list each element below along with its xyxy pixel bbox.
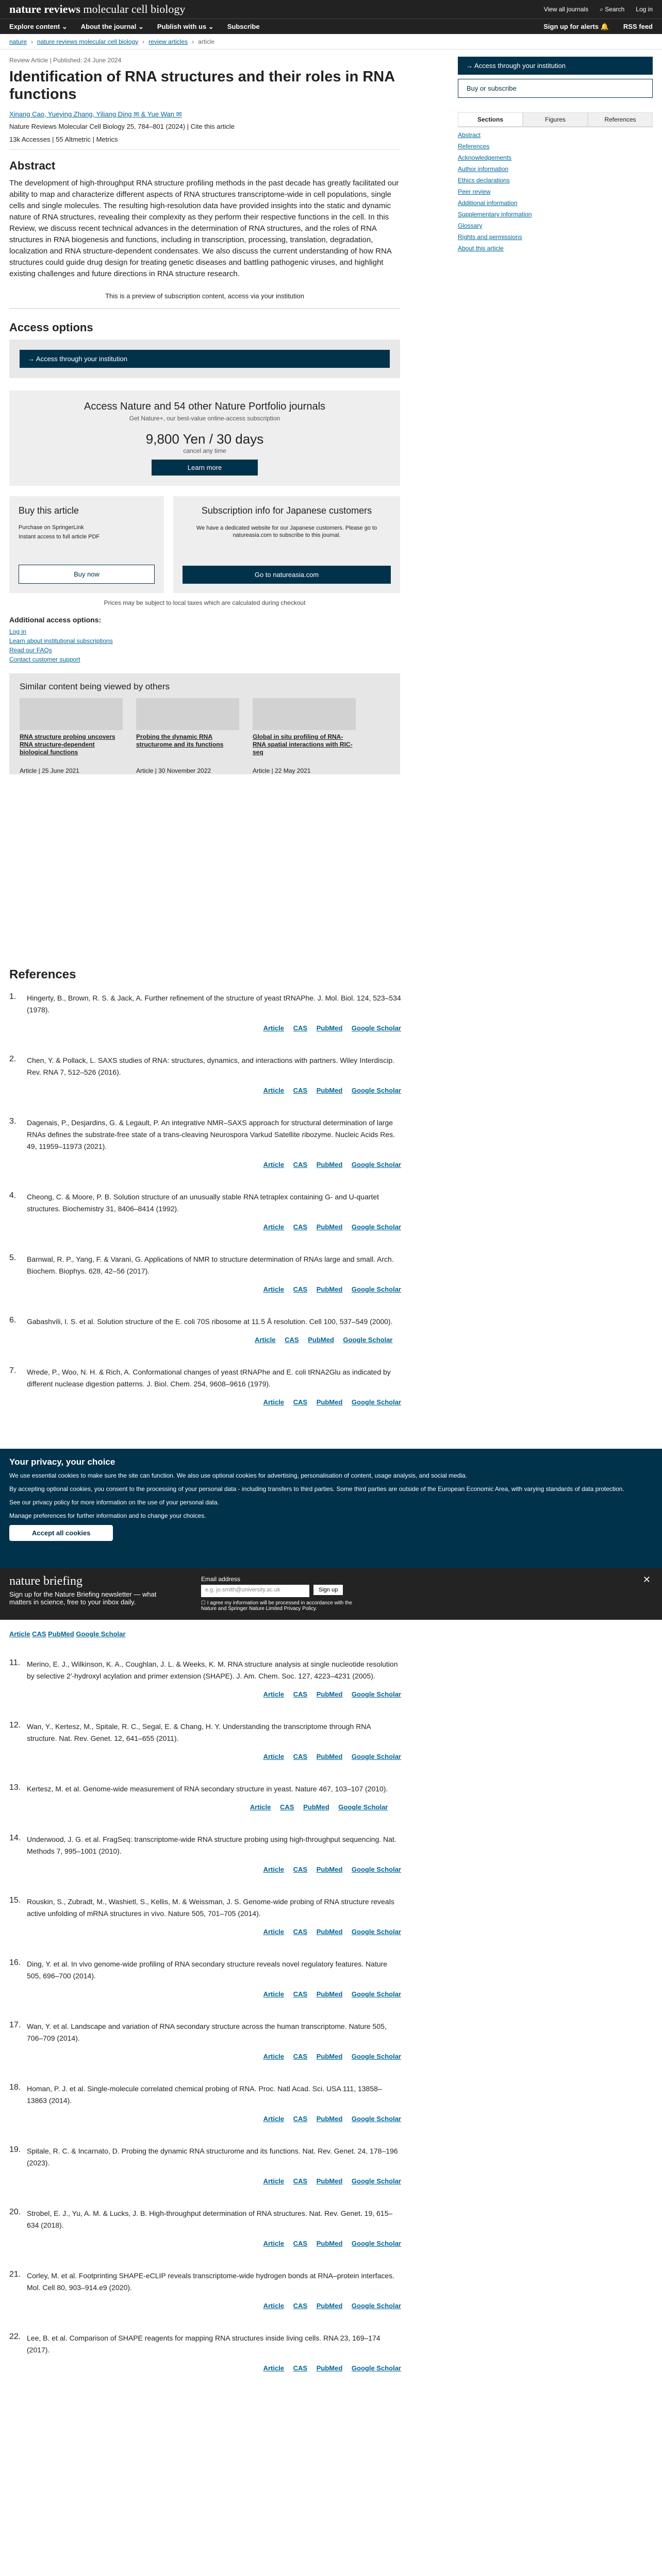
google-scholar-link[interactable]: Google Scholar: [351, 1161, 401, 1168]
article-link[interactable]: Article: [263, 1866, 285, 1873]
google-scholar-link[interactable]: Google Scholar: [351, 1285, 401, 1293]
briefing-banner: [0, 1568, 662, 1620]
reference-text: Strobel, E. J., Yu, A. M. & Lucks, J. B. High-throughput determination of RNA structures. Nat. Rev. Genet. 19, 615–634 (2018).: [27, 2209, 393, 2229]
article-link[interactable]: Article: [263, 1223, 285, 1231]
reference-links: [27, 2362, 401, 2374]
google-scholar-link[interactable]: Google Scholar: [351, 1990, 401, 1998]
journal-citation: Nature Reviews Molecular Cell Biology 25, 784–801 (2024) | Cite this article: [9, 123, 235, 130]
google-scholar-link[interactable]: Google Scholar: [351, 2115, 401, 2123]
reference-number: 16.: [9, 1958, 21, 1967]
article-link[interactable]: Article: [263, 1161, 285, 1168]
cas-link[interactable]: CAS: [293, 1928, 308, 1936]
reference-number: 20.: [9, 2208, 21, 2216]
similar-content: [9, 673, 400, 774]
natureasia-button[interactable]: Go to natureasia.com: [183, 566, 391, 584]
article-metrics: 13k Accesses | 55 Altmetric | Metrics: [9, 135, 400, 150]
google-scholar-link[interactable]: Google Scholar: [351, 1690, 401, 1698]
reference-item: [9, 1721, 401, 1762]
pubmed-link[interactable]: PubMed: [316, 2302, 343, 2310]
google-scholar-link[interactable]: Google Scholar: [351, 1087, 401, 1094]
pubmed-link[interactable]: PubMed: [308, 1336, 334, 1344]
close-icon[interactable]: ✕: [642, 1574, 651, 1585]
nature-plus-box: [9, 391, 400, 486]
section-link[interactable]: Ethics declarations: [458, 177, 510, 184]
accept-cookies-button[interactable]: Accept all cookies: [9, 1525, 113, 1541]
google-scholar-link[interactable]: Google Scholar: [343, 1336, 393, 1344]
crumb-2[interactable]: nature reviews molecular cell biology: [37, 38, 139, 45]
abstract-heading: Abstract: [9, 159, 56, 172]
pubmed-link[interactable]: PubMed: [316, 1087, 343, 1094]
section-link[interactable]: Rights and permissions: [458, 233, 522, 241]
reference-links: [27, 1084, 401, 1096]
cas-link[interactable]: CAS: [293, 2053, 308, 2060]
google-scholar-link[interactable]: Google Scholar: [351, 2177, 401, 2185]
article-title: Identification of RNA structures and their roles in RNA functions: [9, 69, 395, 103]
similar-card[interactable]: Global in situ profiling of RNA-RNA spatial interactions with RIC-seq Article | 22 May 2021: [253, 698, 356, 774]
buy-article-box: [9, 496, 164, 593]
reference-text: Wan, Y. et al. Landscape and variation of RNA secondary structure across the human transcriptome. Nature 505, 706–709 (2014).: [27, 2022, 387, 2042]
pubmed-link[interactable]: PubMed: [303, 1803, 329, 1811]
reference-links: [27, 1022, 401, 1034]
reference-text: Merino, E. J., Wilkinson, K. A., Coughlan, J. L. & Weeks, K. M. RNA structure analysis at single nucleotide resolution by selective 2′-hydroxyl acylation and primer extension (SHAPE). J. Am. Chem. Soc. 127, 4223–4231 (2005).: [27, 1660, 398, 1680]
article-link[interactable]: Article: [263, 2364, 285, 2372]
cas-link[interactable]: CAS: [293, 2240, 308, 2247]
nature-plus-title: Access Nature and 54 other Nature Portfolio journals: [84, 401, 326, 412]
article-link[interactable]: Article: [263, 1990, 285, 1998]
extra-support-link[interactable]: Contact customer support: [9, 656, 80, 663]
article-link[interactable]: Article: [263, 2053, 285, 2060]
article-link[interactable]: Article: [263, 2240, 285, 2247]
section-link[interactable]: Supplementary information: [458, 211, 532, 218]
briefing-text: Sign up for the Nature Briefing newsletter — what matters in science, free to your inbox daily.: [9, 1590, 157, 1606]
crumb-current: article: [198, 38, 215, 45]
tab-references[interactable]: References: [588, 112, 653, 127]
search-icon: ⌕: [600, 5, 605, 13]
reference-item: [9, 1316, 401, 1346]
explore-content-menu[interactable]: Explore content ⌄: [9, 22, 68, 30]
reference-item: [9, 992, 401, 1034]
briefing-logo: nature briefing: [9, 1574, 82, 1588]
pubmed-link[interactable]: PubMed: [316, 2177, 343, 2185]
pubmed-link[interactable]: PubMed: [316, 1398, 343, 1406]
cas-link[interactable]: CAS: [285, 1336, 299, 1344]
section-link[interactable]: Glossary: [458, 222, 483, 229]
checkbox-icon: ☐: [201, 1600, 207, 1606]
reference-links: [27, 1863, 401, 1875]
section-link[interactable]: Author information: [458, 165, 509, 173]
briefing-form: [201, 1575, 356, 1612]
cas-link[interactable]: CAS: [293, 1866, 308, 1873]
google-scholar-link[interactable]: Google Scholar: [351, 1866, 401, 1873]
reference-number: 2.: [9, 1055, 16, 1063]
cas-link[interactable]: CAS: [293, 2177, 308, 2185]
reference-links: [27, 1334, 392, 1346]
pubmed-link[interactable]: PubMed: [316, 1161, 343, 1168]
article-meta: Review Article | Published: 24 June 2024: [9, 57, 122, 64]
pubmed-link[interactable]: PubMed: [316, 2364, 343, 2372]
journal-logo[interactable]: nature reviews molecular cell biology: [9, 3, 186, 15]
reference-item: [9, 2208, 401, 2249]
reference-number: 14.: [9, 1834, 21, 1842]
reference-links: [27, 1801, 388, 1813]
google-scholar-link[interactable]: Google Scholar: [351, 1223, 401, 1231]
sidebar: [458, 57, 653, 256]
reference-text: Lee, B. et al. Comparison of SHAPE reagents for mapping RNA structures inside living cells. RNA 23, 169–174 (2017).: [27, 2334, 380, 2354]
buy-now-button[interactable]: Buy now: [19, 565, 155, 584]
section-link[interactable]: Peer review: [458, 188, 491, 195]
reference-text: Spitale, R. C. & Incarnato, D. Probing the dynamic RNA structurome and its functions. Nat. Rev. Genet. 24, 178–196 (2023).: [27, 2147, 398, 2167]
reference-text: Gabashvili, I. S. et al. Solution structure of the E. coli 70S ribosome at 11.5 Å resolution. Cell 100, 537–549 (2000).: [27, 1317, 393, 1326]
privacy-p4: Manage preferences for further information and to change your choices.: [9, 1512, 206, 1519]
additional-access-heading: Additional access options:: [9, 616, 102, 624]
reference-item: [9, 1055, 401, 1096]
reference-item: [9, 1658, 401, 1700]
cas-link[interactable]: CAS: [293, 1087, 308, 1094]
reference-item: [9, 1253, 401, 1295]
reference-links: [27, 2300, 401, 2312]
section-link[interactable]: Acknowledgements: [458, 154, 512, 161]
reference-links: [27, 1751, 401, 1762]
reference-item: [9, 1366, 401, 1408]
reference-number: 12.: [9, 1721, 21, 1730]
section-link[interactable]: Abstract: [458, 131, 481, 139]
google-scholar-link[interactable]: Google Scholar: [351, 2302, 401, 2310]
crumb-1[interactable]: nature: [9, 38, 27, 45]
reference-item: [9, 1896, 401, 1938]
privacy-title: Your privacy, your choice: [9, 1457, 115, 1467]
search-button[interactable]: ⌕ Search: [600, 5, 625, 13]
rss-feed-link[interactable]: RSS feed: [623, 22, 653, 30]
reference-text: Corley, M. et al. Footprinting SHAPE-eCLIP reveals transcriptome-wide hydrogen bonds at RNA–protein interfaces. Mol. Cell 80, 903–914.e9 (2020).: [27, 2272, 395, 2292]
reference-links: [27, 2050, 401, 2062]
google-scholar-link[interactable]: Google Scholar: [351, 2364, 401, 2372]
ref-links: Article CAS PubMed Google Scholar: [9, 1630, 126, 1638]
google-scholar-link[interactable]: Google Scholar: [351, 2053, 401, 2060]
reference-links: [27, 2238, 401, 2249]
cas-link[interactable]: CAS: [293, 1990, 308, 1998]
cas-link[interactable]: CAS: [293, 1398, 308, 1406]
reference-links: [27, 2175, 401, 2187]
cas-link[interactable]: CAS: [293, 1690, 308, 1698]
alerts-signup-link[interactable]: Sign up for alerts 🔔: [543, 22, 609, 30]
cas-link[interactable]: CAS: [293, 1161, 308, 1168]
extra-faq-link[interactable]: Read our FAQs: [9, 647, 52, 654]
references-heading: References: [9, 968, 76, 981]
google-scholar-link[interactable]: Google Scholar: [351, 1928, 401, 1936]
article-link[interactable]: Article: [263, 1285, 285, 1293]
pubmed-link[interactable]: PubMed: [316, 1024, 343, 1032]
reference-links: [27, 1988, 401, 2000]
extra-institutional-link[interactable]: Learn about institutional subscriptions: [9, 637, 113, 645]
sidebar-institution-button[interactable]: → Access through your institution: [458, 57, 653, 75]
login-link[interactable]: Log in: [636, 6, 653, 13]
section-link[interactable]: References: [458, 143, 490, 150]
nature-plus-subtitle: Get Nature+, our best-value online-access subscription: [129, 415, 280, 422]
thumbnail: [20, 698, 123, 730]
buy-bullet-1: Purchase on SpringerLink: [19, 524, 84, 531]
article-link[interactable]: Article: [263, 1690, 285, 1698]
pubmed-link[interactable]: PubMed: [316, 1690, 343, 1698]
sub-title: Subscription info for Japanese customers: [201, 505, 372, 516]
preview-note: This is a preview of subscription content, access via your institution: [9, 292, 400, 309]
article-link[interactable]: Article: [263, 1024, 285, 1032]
cas-link[interactable]: CAS: [293, 2302, 308, 2310]
pubmed-link[interactable]: PubMed: [316, 1990, 343, 1998]
reference-links: [27, 1688, 401, 1700]
tax-note: Prices may be subject to local taxes which are calculated during checkout: [104, 599, 306, 606]
main-nav: [0, 19, 662, 34]
reference-text: Wan, Y., Kertesz, M., Spitale, R. C., Segal, E. & Chang, H. Y. Understanding the transcriptome through RNA structure. Nat. Rev. Genet. 12, 641–655 (2011).: [27, 1722, 371, 1742]
reference-number: 7.: [9, 1366, 16, 1375]
cas-link[interactable]: CAS: [293, 2115, 308, 2123]
sidebar-buy-button[interactable]: Buy or subscribe: [458, 79, 653, 98]
reference-text: Underwood, J. G. et al. FragSeq: transcriptome-wide RNA structure probing using high-throughput sequencing. Nat. Methods 7, 995–1001 (2010).: [27, 1835, 396, 1855]
price: 9,800 Yen / 30 days: [145, 431, 264, 447]
reference-number: 18.: [9, 2083, 21, 2092]
google-scholar-link[interactable]: Google Scholar: [351, 2240, 401, 2247]
reference-item: [9, 2083, 401, 2125]
section-list: [458, 131, 653, 252]
reference-links: [27, 1396, 401, 1408]
google-scholar-link[interactable]: Google Scholar: [351, 1398, 401, 1406]
arrow-icon: →: [466, 62, 474, 70]
pubmed-link[interactable]: PubMed: [316, 1753, 343, 1760]
institution-box: [9, 340, 400, 378]
email-label: Email address: [201, 1575, 241, 1583]
pubmed-link[interactable]: PubMed: [316, 2240, 343, 2247]
section-link[interactable]: About this article: [458, 245, 504, 252]
article-link[interactable]: Article: [250, 1803, 271, 1811]
reference-text: Ding, Y. et al. In vivo genome-wide profiling of RNA secondary structure reveals novel regulatory features. Nature 505, 696–700 (2014).: [27, 1960, 388, 1980]
abstract-text: The development of high-throughput RNA structure profiling methods in the past decade has greatly facilitated our ability to map and characterize different aspects of RNA structures transcriptome-wide in cell populations, single cells and single molecules. The resulting high-resolution data have provided insights into the static and dynamic nature of RNA structures, revealing their complexity as they perform their respective functions in the cell. In this Review, we discuss recent technical advances in the determination of RNA structures, and the roles of RNA structures in RNA biogenesis and functions, including in transcription, processing, translation, degradation, localization and RNA structure-dependent condensates. We also discuss the current understanding of how RNA structures could guide drug design for treating genetic diseases and battling pathogenic viruses, and highlight existing challenges and future directions in RNA structure research.: [9, 179, 399, 278]
reference-text: Homan, P. J. et al. Single-molecule correlated chemical probing of RNA. Proc. Natl Acad. Sci. USA 111, 13858–13863 (2014).: [27, 2084, 382, 2105]
article-link[interactable]: Article: [263, 2115, 285, 2123]
reference-item: [9, 2145, 401, 2187]
reference-number: 21.: [9, 2270, 21, 2279]
cancel-note: cancel any time: [183, 447, 226, 454]
access-options-heading: Access options: [9, 321, 93, 334]
agree-checkbox[interactable]: ☐ I agree my information will be processed in accordance with the Nature and Springer Nature Limited Privacy Policy.: [201, 1600, 352, 1612]
article-link[interactable]: Article: [263, 1087, 285, 1094]
reference-number: 15.: [9, 1896, 21, 1905]
signup-button[interactable]: Sign up: [313, 1585, 343, 1595]
reference-item: [9, 1834, 401, 1875]
article-link[interactable]: Article: [263, 1398, 285, 1406]
section-link[interactable]: Additional information: [458, 199, 518, 207]
article-link[interactable]: Article: [263, 1753, 285, 1760]
arrow-icon: →: [28, 355, 36, 363]
cas-link[interactable]: CAS: [293, 1285, 308, 1293]
reference-text: Barnwal, R. P., Yang, F. & Varani, G. Applications of NMR to structure determination of RNAs large and small. Arch. Biochem. Biophys. 628, 42–56 (2017).: [27, 1255, 394, 1275]
subscribe-link[interactable]: Subscribe: [227, 23, 260, 30]
thumbnail: [136, 698, 239, 730]
reference-text: Wrede, P., Woo, N. H. & Rich, A. Conformational changes of yeast tRNAPhe and E. coli tRNA2Glu as indicated by different nuclease digestion patterns. J. Biol. Chem. 254, 9608–9616 (1979).: [27, 1368, 391, 1388]
cas-link[interactable]: CAS: [293, 1024, 308, 1032]
reference-number: 22.: [9, 2332, 21, 2341]
reference-number: 5.: [9, 1253, 16, 1262]
article-link[interactable]: Article: [263, 2302, 285, 2310]
reference-links: [27, 1221, 401, 1233]
pubmed-link[interactable]: PubMed: [316, 2053, 343, 2060]
article-main: [9, 57, 400, 774]
reference-number: 6.: [9, 1316, 16, 1325]
reference-links: [27, 1159, 401, 1171]
breadcrumb: nature › nature reviews molecular cell biology › review articles › article: [0, 34, 662, 49]
reference-text: Rouskin, S., Zubradt, M., Washietl, S., Kellis, M. & Weissman, J. S. Genome-wide probing of RNA structure reveals active unfolding of mRNA structures in vivo. Nature 505, 701–705 (2014).: [27, 1897, 394, 1918]
reference-item: [9, 2021, 401, 2062]
reference-text: Chen, Y. & Pollack, L. SAXS studies of RNA: structures, dynamics, and interactions with partners. Wiley Interdiscip. Rev. RNA 7, 512–526 (2016).: [27, 1056, 395, 1076]
learn-more-button[interactable]: Learn more: [152, 460, 258, 476]
about-journal-menu[interactable]: About the journal ⌄: [80, 22, 144, 30]
privacy-p3: See our privacy policy for more information on the use of your personal data.: [9, 1499, 219, 1506]
buy-bullet-2: Instant access to full article PDF: [19, 534, 100, 540]
article-link[interactable]: Article: [263, 2177, 285, 2185]
reference-item: [9, 2332, 401, 2374]
reference-number: 1.: [9, 992, 16, 1001]
pubmed-link[interactable]: PubMed: [316, 1928, 343, 1936]
pubmed-link[interactable]: PubMed: [316, 1285, 343, 1293]
view-all-journals-link[interactable]: View all journals: [543, 6, 589, 13]
references: [9, 958, 401, 1429]
reference-item: [9, 2270, 401, 2312]
similar-card[interactable]: Probing the dynamic RNA structurome and its functions Article | 30 November 2022: [136, 698, 239, 774]
reference-links: [27, 2113, 401, 2125]
top-bar: [0, 0, 662, 19]
tab-sections[interactable]: Sections: [458, 112, 523, 127]
reference-text: Cheong, C. & Moore, P. B. Solution structure of an unusually stable RNA tetraplex containing G- and U-quartet structures. Biochemistry 31, 8406–8414 (1992).: [27, 1193, 379, 1213]
reference-item: [9, 1191, 401, 1233]
privacy-p2: By accepting optional cookies, you consent to the processing of your personal data - including transfers to third parties. Some third parties are outside of the European Economic Area, with varying standards of data protection.: [9, 1485, 624, 1493]
reference-links: [27, 1926, 401, 1938]
additional-access: [9, 616, 400, 663]
cas-link[interactable]: CAS: [280, 1803, 294, 1811]
similar-title: Similar content being viewed by others: [20, 682, 170, 691]
email-input[interactable]: e.g. jo.smith@university.ac.uk: [201, 1585, 309, 1597]
reference-number: 11.: [9, 1658, 21, 1667]
tab-figures[interactable]: Figures: [523, 112, 588, 127]
reference-links: [27, 1283, 401, 1295]
publish-with-us-menu[interactable]: Publish with us ⌄: [157, 22, 214, 30]
reference-number: 13.: [9, 1783, 21, 1792]
reference-text: Hingerty, B., Brown, R. S. & Jack, A. Further refinement of the structure of yeast tRNAPhe. J. Mol. Biol. 124, 523–534 (1978).: [27, 994, 401, 1014]
sub-text: We have a dedicated website for our Japanese customers. Please go to natureasia.com to subscribe to this journal.: [196, 525, 377, 538]
japan-subscription-box: [173, 496, 400, 593]
reference-item: [9, 1783, 401, 1813]
article-link[interactable]: Article: [255, 1336, 276, 1344]
author-list[interactable]: Xinang Cao, Yueying Zhang, Yiliang Ding ✉ & Yue Wan ✉: [9, 110, 182, 118]
pubmed-link[interactable]: PubMed: [316, 1866, 343, 1873]
buy-title: Buy this article: [19, 505, 79, 516]
reference-number: 19.: [9, 2145, 21, 2154]
reference-item: [9, 1958, 401, 2000]
crumb-3[interactable]: review articles: [148, 38, 188, 45]
references-continued: [9, 1630, 401, 2395]
extra-login-link[interactable]: Log in: [9, 628, 26, 635]
reference-item: [9, 1117, 401, 1171]
reference-text: Kertesz, M. et al. Genome-wide measurement of RNA secondary structure in yeast. Nature 467, 103–107 (2010).: [27, 1785, 388, 1793]
google-scholar-link[interactable]: Google Scholar: [351, 1753, 401, 1760]
similar-card[interactable]: RNA structure probing uncovers RNA structure-dependent biological functions Article | 25 June 2021: [20, 698, 123, 774]
article-link[interactable]: Article: [263, 1928, 285, 1936]
sidebar-tabs: [458, 112, 653, 127]
thumbnail: [253, 698, 356, 730]
reference-number: 17.: [9, 2021, 21, 2029]
cas-link[interactable]: CAS: [293, 1753, 308, 1760]
cas-link[interactable]: CAS: [293, 2364, 308, 2372]
privacy-p1: We use essential cookies to make sure the site can function. We also use optional cookies for advertising, personalisation of content, usage analysis, and social media.: [9, 1472, 468, 1479]
reference-text: Dagenais, P., Desjardins, G. & Legault, P. An integrative NMR–SAXS approach for structural determination of large RNAs defines the substrate-free state of a trans-cleaving Neurospora Varkud Satellite ribozyme. Nucleic Acids Res. 49, 11959–11973 (2021).: [27, 1118, 395, 1150]
google-scholar-link[interactable]: Google Scholar: [338, 1803, 388, 1811]
pubmed-link[interactable]: PubMed: [316, 1223, 343, 1231]
cas-link[interactable]: CAS: [293, 1223, 308, 1231]
pubmed-link[interactable]: PubMed: [316, 2115, 343, 2123]
privacy-banner: [0, 1449, 662, 1568]
google-scholar-link[interactable]: Google Scholar: [351, 1024, 401, 1032]
institution-access-button[interactable]: → Access through your institution: [20, 350, 390, 368]
reference-number: 4.: [9, 1191, 16, 1200]
reference-number: 3.: [9, 1117, 16, 1126]
